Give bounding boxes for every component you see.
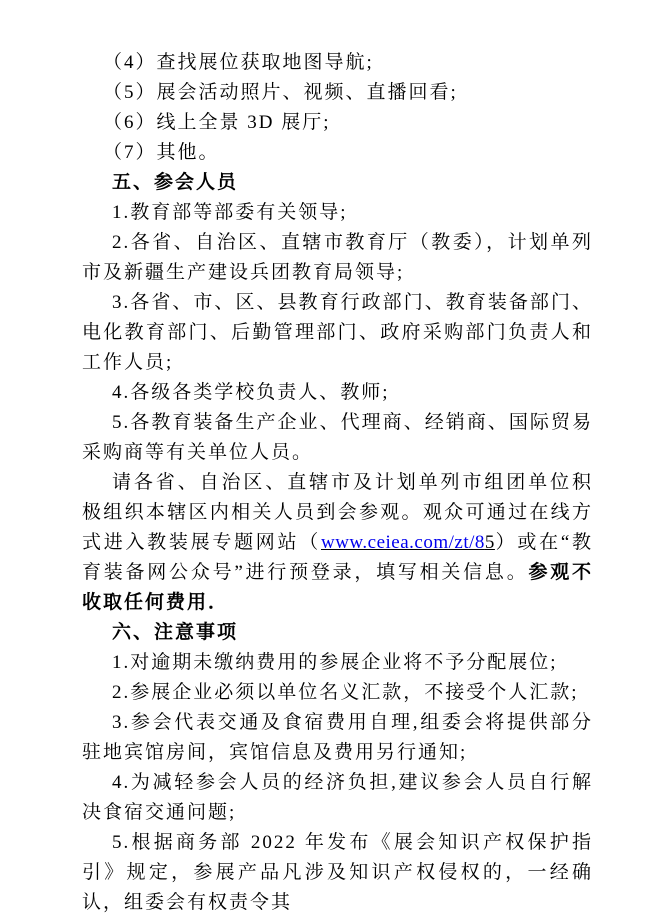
section-5-item-4: 4.各级各类学校负责人、教师; xyxy=(112,382,390,403)
section-5-item-2: 2.各省、自治区、直辖市教育厅（教委），计划单列市及新疆生产建设兵团教育局领导; xyxy=(82,232,593,283)
section-6-item-3: 3.参会代表交通及食宿费用自理,组委会将提供部分驻地宾馆房间，宾馆信息及费用另行通知; xyxy=(82,712,593,763)
invite-text-before-link: 请各省、自治区、直辖市及计划单列市组团单位积极组织本辖区内相关人员到会参观。观众可通过在线方式进入教装展专题网站（ xyxy=(82,472,593,553)
section-6-heading: 六、注意事项 xyxy=(112,622,239,643)
section-5-item-1: 1.教育部等部委有关领导; xyxy=(112,202,348,223)
online-feature-item-7: （7）其他。 xyxy=(103,142,220,163)
section-6-item-5: 5.根据商务部 2022 年发布《展会知识产权保护指引》规定，参展产品凡涉及知识产权侵权的，一经确认，组委会有权责令其 xyxy=(82,832,593,913)
section-5-heading: 五、参会人员 xyxy=(112,172,239,193)
free-admission-notice: 参观不收取任何费用． xyxy=(82,562,593,613)
online-feature-item-6: （6）线上全景 3D 展厅; xyxy=(103,112,331,133)
section-5-item-3: 3.各省、市、区、县教育行政部门、教育装备部门、电化教育部门、后勤管理部门、政府采购部门负责人和工作人员; xyxy=(82,292,593,373)
section-5-item-5: 5.各教育装备生产企业、代理商、经销商、国际贸易采购商等有关单位人员。 xyxy=(82,412,593,463)
visitor-invite-paragraph xyxy=(82,468,593,618)
invite-text-after-link: ）或在“教育装备网公众号”进行预登录，填写相关信息。 xyxy=(82,532,593,583)
section-6-item-4: 4.为减轻参会人员的经济负担,建议参会人员自行解决食宿交通问题; xyxy=(82,772,593,823)
ceiea-link-tail[interactable]: 5 xyxy=(484,532,495,553)
online-feature-item-4: （4）查找展位获取地图导航; xyxy=(103,52,374,73)
ceiea-website-link[interactable] xyxy=(321,532,495,553)
ceiea-link-text[interactable]: www.ceiea.com/zt/8 xyxy=(320,532,485,553)
section-6-item-2: 2.参展企业必须以单位名义汇款，不接受个人汇款; xyxy=(112,682,579,703)
section-6-item-1: 1.对逾期未缴纳费用的参展企业将不予分配展位; xyxy=(112,652,558,673)
online-feature-item-5: （5）展会活动照片、视频、直播回看; xyxy=(103,82,458,103)
